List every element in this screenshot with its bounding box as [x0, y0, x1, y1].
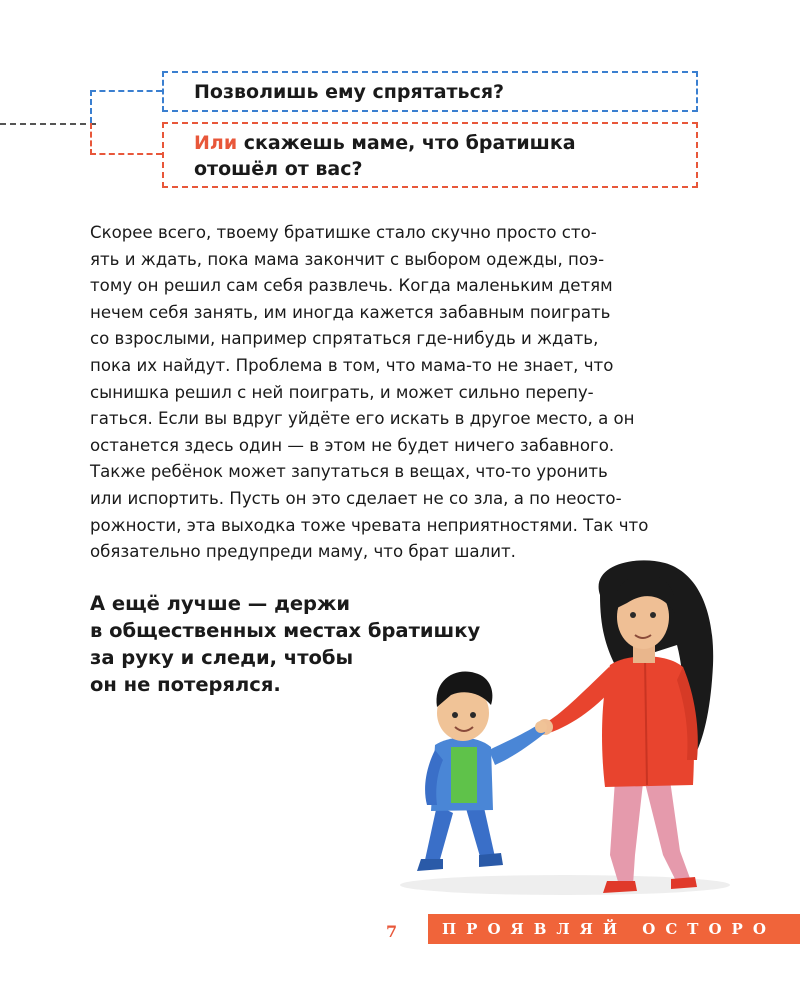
- option-or-word: Или: [194, 132, 238, 154]
- callout-line: в общественных местах братишку: [90, 619, 481, 642]
- connector-bracket-red: [90, 123, 162, 155]
- page-number: 7: [386, 922, 398, 941]
- option-hide-box: [162, 71, 698, 112]
- callout-line: за руку и следи, чтобы: [90, 646, 354, 669]
- option-hide-text: Позволишь ему спрятаться?: [194, 81, 505, 103]
- connector-dash-line: [0, 123, 96, 125]
- mother-and-son-illustration: [395, 555, 735, 905]
- body-paragraph: Скорее всего, твоему братишке стало скучно просто сто- ять и ждать, пока мама закончит с выбором одежды, поэ- тому он решил сам себя развлечь. Когда маленьким детям нечем себя занять, им иногда кажется забавным поиграть со взрослыми, например спрятаться где-нибудь и ждать, пока их найдут. Проблема в том, что мама-то не знает, что сынишка решил с ней поиграть, и может сильно перепу- гаться. Если вы вдруг уйдёте его искать в другое место, а он останется здесь один — в этом не будет ничего забавного. Также ребёнок может запутаться в вещах, что-то уронить или испортить. Пусть он это сделает не со зла, а по неосто- рожности, эта выходка тоже чревата неприятностями. Так что обязательно предупреди маму, что брат шалит.: [90, 223, 649, 562]
- running-title-band: ПРОЯВЛЯЙ ОСТОРО: [428, 914, 800, 944]
- option-tell-mom-box: [162, 122, 698, 188]
- callout-line: он не потерялся.: [90, 673, 281, 696]
- option-tell-mom-line1: скажешь маме, что братишка: [237, 132, 576, 154]
- callout-line: А ещё лучше — держи: [90, 592, 351, 615]
- connector-bracket-blue: [90, 90, 162, 123]
- option-tell-mom-line2: отошёл от вас?: [194, 158, 363, 180]
